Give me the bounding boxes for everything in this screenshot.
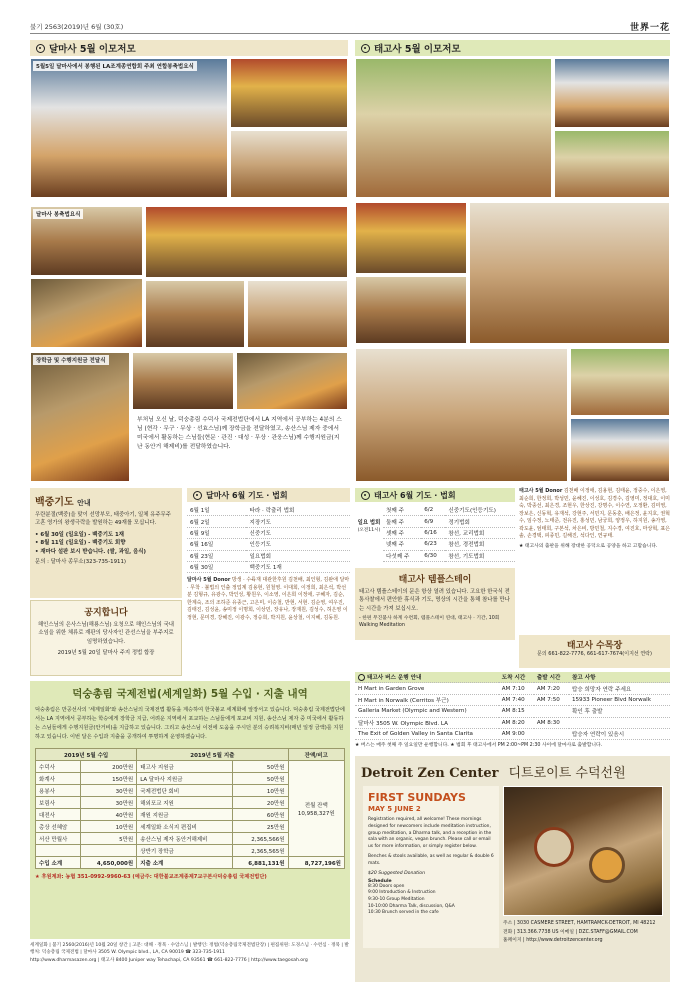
table-header: 태고사 버스 운행 안내 도착 시간 출발 시간 참고 사항 bbox=[355, 672, 670, 683]
table-row: 6월 23일 일요법회 bbox=[187, 550, 350, 561]
table-row: 넷째 주 6/23 참선, 경전법회 bbox=[383, 539, 515, 550]
notice-box bbox=[30, 600, 182, 676]
photo-congregation bbox=[145, 280, 245, 348]
dalma-donor: 달마사 5월 Donor 방생 · 수륙재 대관한후원 김천배, 최인형, 김완애 달마 · 무착 · 불법의 인출 정업계 김용현, 원철영. 이대희, 이정희, 최은석, 박선분 김형규, 유광수, 박인성, 황원우, 이소영, 이은희 이정애, 구혜자, 김순, 한계숙, 조의 조하준 유종근, 고은미, 이승철, 반현, 서현. 김순영, 여우진, 김태진, 김성윤, 송미정 이명희, 이상민, 장유나, 장재원, 김성수, 허은영 이정현, 문미경, 강혜진, 이광수, 정승희, 박지원, 윤상철, 이지혜, 김동원. bbox=[187, 577, 350, 621]
table-row: 총상 선혜암 10만원 세계일화 소식지 편집비 25만원 bbox=[36, 821, 345, 833]
arboretum-box: 태고사 수목장 문의 661-822-7776, 661-617-7674(이지선 연락) bbox=[519, 635, 670, 668]
table-row: 서산 만월사 5만원 송산스님 제자 동안거해제비 2,365,566원 bbox=[36, 833, 345, 845]
photo-monks bbox=[230, 58, 348, 128]
dalma-may-title: 달마사 5월 이모저모 bbox=[30, 40, 348, 56]
finance-body: 덕숭총림은 만공선사의 '세계일화'와 송산스님의 국제전법 활동을 계승하여 한국불교 세계화에 앞장서고 있습니다. 덕숭총림 국제전법단에서는 LA 지역에서 공부하는 학승에게 장학금 지급, 어려운 지역에서 포교하는 스님들에게 포교비 지원, 송산스님 제자 중 미국에서 활동하는 스님들에게 수행지원금(안거비)을 지급하고 있습니다. 그리고 송산스님 이전에 도움을 주시던 분의 승려복지비(매년 일정 금액)를 지원하고 있습니다. 이번 달은 수입과 지출을 공개하여 투명하게 운영하겠습니다. bbox=[35, 707, 345, 741]
table-row: 6월 16일 인등기도 bbox=[187, 539, 350, 550]
photo-taego-food bbox=[570, 348, 670, 416]
issue-info: 불기 2563(2019)년 6월 (30호) bbox=[30, 23, 124, 31]
baekjung-box bbox=[30, 488, 182, 598]
finance-account: ★ 후원계좌: 농협 351-0992-9960-63 (예금주: 대한불교조계종제7교구본사덕숭총림 국제전법단) bbox=[35, 874, 267, 881]
table-row: 셋째 주 6/16 참선, 교리법회 bbox=[383, 527, 515, 538]
table-row: H Mart in Garden Grove AM 7:10 AM 7:20 탑승 희망자 연락 주세요 bbox=[355, 683, 670, 694]
table-row: 첫째 주 6/2 신중기도(인등기도) bbox=[383, 505, 515, 516]
table-row: 보림사 30만원 해외포교 지원 20만원 bbox=[36, 797, 345, 809]
finance-box bbox=[30, 681, 350, 939]
photo-lanterns bbox=[145, 206, 348, 278]
dalma-june-title: 달마사 6월 기도 · 법회 bbox=[187, 488, 350, 502]
notice-body: 해인스님의 은사스님(해룡스님) 요청으로 해인스님의 국내 소임을 위한 체류로 재판의 당사자인 관선스님을 부주지로 임명하였습니다. bbox=[37, 622, 175, 645]
sunday-label: 일요 법회 (오전11시) bbox=[357, 520, 381, 534]
taego-june-title: 태고사 6월 기도 · 법회 bbox=[355, 488, 515, 502]
table-row: 용봉사 30만원 국제전법단 회비 10만원 bbox=[36, 785, 345, 797]
photo-taego-shrine bbox=[355, 276, 467, 344]
taego-june-box bbox=[355, 488, 515, 638]
taego-may-title: 태고사 5월 이모저모 bbox=[355, 40, 670, 56]
photo-label: 장학금 및 수행지원금 전달식 bbox=[33, 355, 109, 365]
photo-assembly bbox=[230, 130, 348, 198]
photo-brunch-table bbox=[503, 786, 663, 916]
photo-award-1 bbox=[132, 352, 234, 410]
photo-taego-garden bbox=[554, 130, 670, 198]
target-icon bbox=[358, 674, 365, 681]
table-row: 6월 2일 지장기도 bbox=[187, 516, 350, 527]
dalma-june-table bbox=[187, 505, 350, 573]
photo-ritual bbox=[30, 278, 143, 348]
photo-taego-hall bbox=[469, 202, 670, 344]
table-row: 다섯째 주 6/30 참선, 기도법회 bbox=[383, 550, 515, 561]
finance-title: 덕숭총림 국제전법(세계일화) 5월 수입 · 지출 내역 bbox=[72, 688, 308, 700]
bowl-icon bbox=[534, 827, 574, 867]
table-row: 6월 9일 신중기도 bbox=[187, 527, 350, 538]
detroit-title: Detroit Zen Center 디트로이트 수덕선원 bbox=[361, 766, 626, 781]
first-sundays-flyer: FIRST SUNDAYS MAY 5 JUNE 2 Registration required, all welcome! These mornings designed for newcomers include meditation instruction, group meditation, a Dharma talk, and a reception in the sala with an organic, vegan brunch. Please call or email us for more information, or simply register below. Benches & stools available, as well as regular & double 6 mats. $20 Suggested Donation Schedule 8:30 Doors open 9:00 Introduction & Instruction 9:30-10 Group Meditation 10-10:00 Dharma Talk, discussion, Q&A 10:30 Brunch served in the cafe bbox=[363, 786, 499, 948]
target-icon bbox=[193, 491, 202, 500]
baekjung-item: • 8월 11일 (일요일) - 백중기도 회향 bbox=[35, 540, 126, 547]
bus-box bbox=[355, 672, 670, 752]
masthead-logo: 世界一花 bbox=[629, 23, 670, 33]
temple-stay-contact: - 한편 무진불사 하계 수련회, 템플스테이 연대, 태고사 · 기간, 10회 Walking Meditation bbox=[359, 616, 500, 629]
photo-altar bbox=[247, 280, 348, 348]
notice-title: 공지합니다 bbox=[84, 608, 128, 618]
photo-award-2 bbox=[236, 352, 348, 410]
table-row: Galleria Market (Olympic and Western) AM 8:15 확인 후 출발 bbox=[355, 706, 670, 717]
bus-table bbox=[355, 672, 670, 740]
table-row: 수덕사 200만원 태고사 지원금 50만원 전월 잔액 10,958,327원 bbox=[36, 761, 345, 773]
photo-label: 5월5일 달마사에서 봉행된 LA조계종연합회 주최 연합봉축법요식 bbox=[33, 61, 197, 71]
table-row: 상반기 장학금 2,365,565원 bbox=[36, 845, 345, 857]
dalma-caption: 부처님 오신 날, 덕숭총림 수덕사 국제전법단에서 LA 지역에서 공부하는 4분의 스님 (현각 · 무구 · 무상 · 선효스님)께 장학금을 전달하였고, 송산스님 제자 중에서 미국에서 활동하는 스님들(현문 · 관진 · 대성 · 무상 · 관웅스님)께 수행지원금(지난 동안거 해제비)를 전달하였습니다. bbox=[137, 417, 342, 450]
table-row: 6월 1일 타라 · 락출리 법회 bbox=[187, 505, 350, 516]
dalma-june-box bbox=[187, 488, 350, 678]
table-row: The Exit of Golden Valley in Santa Clarita AM 9:00 탑승자 연락이 있음시 bbox=[355, 728, 670, 739]
finance-table bbox=[35, 748, 345, 869]
photo-lotus-ceremony bbox=[30, 58, 228, 198]
table-row: 둘째 주 6/9 정기법회 bbox=[383, 516, 515, 527]
photo-dharma-hall bbox=[30, 206, 143, 276]
publication-info: 세계일화 | 불기 2560(2016)년 10월 20일 창간 | 고문: 대해 · 정묵 · 수암스님 | 발행인: 정법(덕숭총림국제전법단장) | 편집위원: 도경스님 · 수련심 · 정묵 | 발행처: 덕숭총림 국제전법 | 달마사 3505 W. Olympic blvd., LA, CA 90019 ☎ 323-735-1911 http://www.dharmasazen.org | 태고사 8400 Juniper way Tehachapi, CA 93561 ☎ 661-822-7776 | http://www.taegosah.org bbox=[30, 943, 349, 963]
baekjung-contact: 문의 : 달마사 종무소(323-735-1911) bbox=[35, 558, 127, 565]
photo-taego-gate bbox=[554, 58, 670, 128]
temple-stay-body: 태고사 템플스테이의 문은 항상 열려 있습니다. 고요한 한국식 전통사찰에서 편안한 휴식과 기도, 명상의 시간을 통해 참나를 만나는 시간을 가져 보십시오. bbox=[359, 588, 510, 612]
page-header bbox=[30, 20, 670, 34]
table-row: H Mart in Norwalk (Cerritos 부근) AM 7:40 AM 7:50 15933 Pioneer Blvd Norwalk bbox=[355, 694, 670, 705]
taego-june-table bbox=[383, 505, 515, 562]
table-row-total: 수입 소계 4,650,000원 지출 소계 6,881,131원 8,727,196원 bbox=[36, 857, 345, 869]
baekjung-item: • 재마다 설판 보시 받습니다. (쌀, 과일, 음식) bbox=[35, 548, 146, 555]
target-icon bbox=[361, 491, 370, 500]
photo-label: 달마사 봉축법요식 bbox=[33, 209, 83, 219]
photo-scholarship bbox=[30, 352, 130, 482]
detroit-contact: 주소 | 3030 CASMERE STREET, HAMTRAMCK-DETROIT, MI 48212 전화 | 313.366.7738 US 이메일 | DZC.STAFF@GMAIL.COM 홈페이지 | http://www.detroitzencenter.org bbox=[503, 921, 656, 944]
photo-taego-meal bbox=[355, 348, 568, 482]
bowl-icon bbox=[589, 847, 625, 883]
bus-footnote: ★ 버스는 매주 첫째 주 일요일만 운행합니다. ★ 법회 후 태고사에서 PM 2:00~PM 2:30 사이에 달마사로 출발합니다. bbox=[355, 743, 603, 749]
photo-taego-courtyard bbox=[355, 58, 552, 198]
photo-taego-guests bbox=[570, 418, 670, 482]
notice-footer: 2019년 5월 20일 달마사 주지 정법 합장 bbox=[57, 650, 155, 657]
baekjung-item: • 6월 30일 (일요일) - 백중기도 1재 bbox=[35, 531, 124, 538]
table-header: 2019년 5월 수입 2019년 5월 지출 잔액/비고 bbox=[36, 749, 345, 761]
table-row: 대전사 40만원 재원 지원금 60만원 bbox=[36, 809, 345, 821]
baekjung-title: 백중기도 안내 bbox=[35, 497, 91, 508]
table-row: 달마사 3505 W. Olympic Blvd. LA AM 8:20 AM 8:30 bbox=[355, 717, 670, 728]
table-row: 6월 30일 백중기도 1재 bbox=[187, 561, 350, 572]
temple-stay-box bbox=[355, 568, 515, 640]
detroit-ad bbox=[355, 756, 670, 982]
photo-taego-altar bbox=[355, 202, 467, 274]
target-icon bbox=[361, 44, 370, 53]
target-icon bbox=[36, 44, 45, 53]
table-row: 화계사 150만원 LA 달마사 지원금 50만원 bbox=[36, 773, 345, 785]
taego-donor-box: 태고사 5월 Donor 김천배 이정애, 김용현, 김태윤, 정중수, 이은영, 최순희, 한정희, 박성민, 윤혜진, 이성호, 김경수, 김영미, 정대호, 이미숙, 박종선, 최은경, 조현우, 한상진, 강명수, 이수연, 오정환, 김미영, 장보은, 신동혁, 유재석, 강현주, 서민지, 문동훈, 배은정, 윤지호, 권혁수, 임수정, 노태준, 전유진, 홍성민, 남궁희, 양정우, 하지원, 송가영, 곽도윤, 엄태희, 구본석, 차은비, 방민철, 지수경, 여진호, 마상혁, 표은솔, 손경택, 피종민, 길해진, 석다인, 연규태. ★ 태고사의 출판을 위해 장대한 공덕으로 공양을 하고 고맙습니다. bbox=[519, 488, 671, 549]
temple-stay-title: 태고사 템플스테이 bbox=[398, 574, 472, 585]
baekjung-intro: 우란분절(백중)을 맞이 선망부모, 태중아기, 일체 유주무주 고혼 영가의 왕생극락을 발원하는 49재를 모십니다. bbox=[35, 512, 171, 527]
